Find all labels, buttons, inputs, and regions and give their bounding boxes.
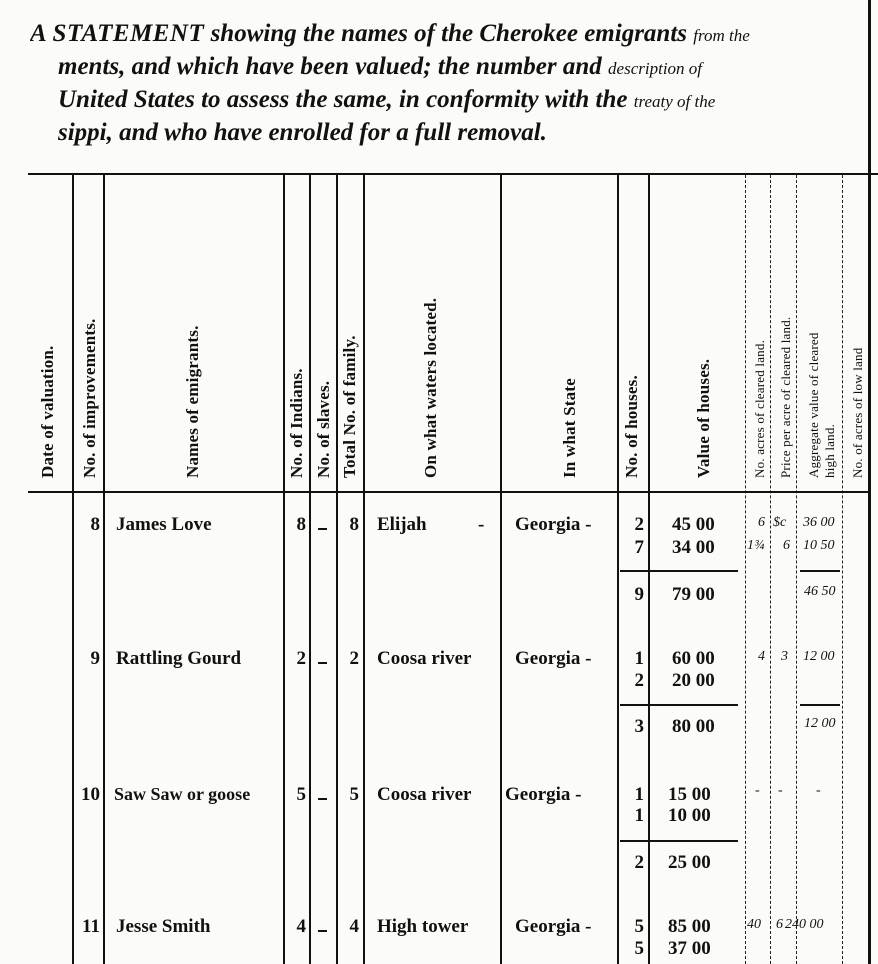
row-1-aggregate-b: 10 50 [803, 538, 835, 553]
header-family: Total No. of family. [340, 335, 359, 478]
row-4-family: 4 [349, 916, 359, 937]
row-1-aggregate-a: 36 00 [803, 515, 835, 530]
row-3-slaves [318, 798, 327, 800]
col-sep-8 [617, 175, 619, 964]
row-1-improvement: 8 [90, 514, 100, 535]
row-3-total-houses: 2 [634, 852, 644, 873]
row-4-slaves [318, 930, 327, 932]
header-acres-low: No. of acres of low land [850, 347, 865, 478]
row-2-price: 3 [781, 649, 788, 664]
row-3-houses-a: 1 [634, 784, 644, 805]
title-statement: A STATEMENT [30, 20, 205, 47]
row-3-value-b: 10 00 [668, 805, 711, 826]
row-2-aggregate: 12 00 [803, 649, 835, 664]
row-4-houses-a: 5 [634, 916, 644, 937]
row-1-agg-rule [800, 570, 840, 572]
row-2-family: 2 [349, 648, 359, 669]
header-state: In what State [560, 378, 579, 478]
page-edge-line [868, 0, 871, 964]
row-2-value-b: 20 00 [672, 670, 715, 691]
row-1-houses-b: 7 [634, 537, 644, 558]
header-improvements: No. of improvements. [80, 318, 99, 478]
col-sep-3 [283, 175, 285, 964]
col-sep-6 [363, 175, 365, 964]
header-value-houses: Value of houses. [694, 358, 713, 478]
row-4-price: 6 [776, 917, 783, 932]
col-sep-5 [336, 175, 338, 964]
header-rule [28, 491, 870, 493]
col-sep-12 [796, 175, 797, 964]
row-3-improvement: 10 [81, 784, 100, 805]
row-2-improvement: 9 [90, 648, 100, 669]
row-1-total-value: 79 00 [672, 584, 715, 605]
col-sep-4 [309, 175, 311, 964]
row-1-price-b: 6 [783, 538, 790, 553]
row-3-aggregate: - [816, 783, 821, 798]
col-sep-11 [770, 175, 771, 964]
row-2-houses-a: 1 [634, 648, 644, 669]
row-2-total-value: 80 00 [672, 716, 715, 737]
header-aggregate-2: high land. [822, 424, 837, 478]
row-2-acres: 4 [758, 649, 765, 664]
top-rule [28, 173, 878, 175]
row-3-waters: Coosa river [377, 784, 472, 805]
col-sep-7 [500, 175, 502, 964]
row-2-agg-rule [800, 704, 840, 706]
row-4-name: Jesse Smith [116, 916, 211, 937]
row-4-value-a: 85 00 [668, 916, 711, 937]
row-2-slaves [318, 662, 327, 664]
row-1-acres-a: 6 [758, 515, 765, 530]
row-3-family: 5 [349, 784, 359, 805]
row-2-houses-b: 2 [634, 670, 644, 691]
col-sep-2 [103, 175, 105, 964]
header-aggregate-1: Aggregate value of cleared [806, 332, 821, 478]
row-1-acres-b: 1¾ [747, 538, 765, 553]
row-2-waters: Coosa river [377, 648, 472, 669]
row-1-family: 8 [349, 514, 359, 535]
row-1-price-a: $c [773, 515, 787, 530]
header-waters: On what waters located. [421, 297, 440, 478]
row-3-value-a: 15 00 [668, 784, 711, 805]
row-2-indians: 2 [296, 648, 306, 669]
row-1-sum-rule [620, 570, 738, 572]
title-line-3: United States to assess the same, in conformity with the treaty of the [58, 86, 716, 113]
header-indians: No. of Indians. [287, 368, 306, 478]
row-3-price: - [778, 783, 783, 798]
row-1-total-aggregate: 46 50 [804, 584, 836, 599]
row-1-total-houses: 9 [634, 584, 644, 605]
document-title [30, 18, 870, 148]
col-sep-13 [842, 175, 843, 964]
row-3-sum-rule [620, 840, 738, 842]
title-line-1: A STATEMENT showing the names of the Cherokee emigrants from the [30, 20, 750, 47]
header-houses: No. of houses. [622, 375, 641, 478]
row-3-state: Georgia - [505, 784, 582, 805]
row-1-state: Georgia - [515, 514, 592, 535]
title-line-4: sippi, and who have enrolled for a full removal. [58, 119, 547, 146]
row-3-total-value: 25 00 [668, 852, 711, 873]
header-date: Date of valuation. [38, 345, 57, 478]
row-2-total-aggregate: 12 00 [804, 716, 836, 731]
title-line-2: ments, and which have been valued; the number and description of [58, 53, 703, 80]
row-1-indians: 8 [296, 514, 306, 535]
row-3-name: Saw Saw or goose [114, 784, 251, 804]
row-1-name: James Love [116, 514, 212, 535]
row-2-name: Rattling Gourd [116, 648, 242, 669]
row-2-total-houses: 3 [634, 716, 644, 737]
col-sep-10 [745, 175, 746, 964]
row-3-indians: 5 [296, 784, 306, 805]
row-4-improvement: 11 [82, 916, 100, 937]
header-acres-cleared: No. acres of cleared land. [752, 339, 767, 478]
row-2-value-a: 60 00 [672, 648, 715, 669]
row-2-state: Georgia - [515, 648, 592, 669]
row-4-acres: 40 [747, 917, 761, 932]
row-3-acres: - [755, 783, 760, 798]
row-4-houses-b: 5 [634, 938, 644, 959]
row-2-sum-rule [620, 704, 738, 706]
row-1-waters-dash: - [478, 514, 485, 535]
row-4-waters: High tower [377, 916, 469, 937]
header-slaves: No. of slaves. [314, 380, 333, 478]
row-1-value-b: 34 00 [672, 537, 715, 558]
header-names: Names of emigrants. [183, 325, 202, 478]
col-sep-1 [72, 175, 74, 964]
row-3-houses-b: 1 [634, 805, 644, 826]
row-4-aggregate: 240 00 [785, 917, 824, 932]
row-1-value-a: 45 00 [672, 514, 715, 535]
row-4-value-b: 37 00 [668, 938, 711, 959]
row-1-slaves [318, 528, 327, 530]
row-1-houses-a: 2 [634, 514, 644, 535]
row-1-waters: Elijah [377, 514, 427, 535]
row-4-state: Georgia - [515, 916, 592, 937]
header-price-cleared: Price per acre of cleared land. [778, 316, 793, 478]
row-4-indians: 4 [296, 916, 306, 937]
